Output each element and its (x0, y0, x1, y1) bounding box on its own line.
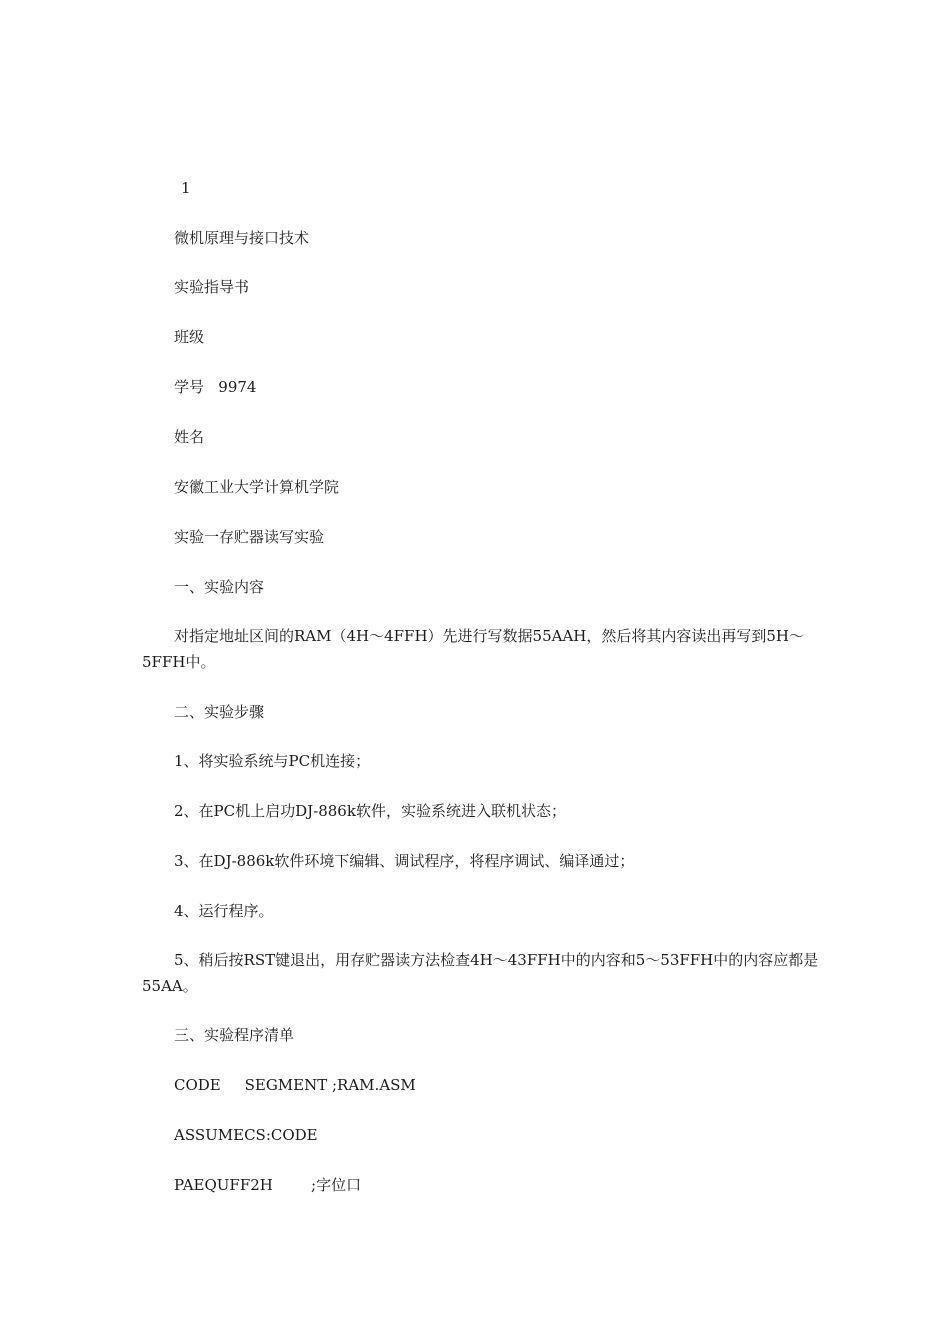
experiment-title: 实验一存贮器读写实验 (174, 528, 325, 546)
student-id-line: 学号 9974 (174, 378, 257, 396)
code-line: CODE SEGMENT ;RAM.ASM (174, 1076, 416, 1094)
step-item: 3、在DJ-886k软件环境下编辑、调试程序，将程序调试、编译通过； (174, 852, 635, 870)
name-label: 姓名 (174, 428, 205, 446)
code-line: PAEQUFF2H ;字位口 (174, 1176, 362, 1194)
course-title: 微机原理与接口技术 (174, 229, 310, 247)
section-content-paragraph: 对指定地址区间的RAM（4H～4FFH）先进行写数据55AAH，然后将其内容读出再写到5H～5FFH中。 (142, 627, 805, 671)
step-item: 2、在PC机上启功DJ-886k软件，实验系统进入联机状态； (174, 802, 566, 820)
school-name: 安徽工业大学计算机学院 (174, 478, 340, 496)
code-line: ASSUMECS:CODE (174, 1126, 318, 1144)
step-item: 5、稍后按RST键退出，用存贮器读方法检查4H～43FFH中的内容和5～53FFH中的内容应都是55AA。 (142, 951, 819, 995)
book-title: 实验指导书 (174, 278, 250, 296)
section-heading-content: 一、实验内容 (174, 578, 265, 596)
step-item: 1、将实验系统与PC机连接； (174, 752, 371, 770)
step-item: 4、运行程序。 (174, 902, 274, 920)
class-label: 班级 (174, 328, 205, 346)
section-heading-program: 三、实验程序清单 (174, 1026, 295, 1044)
section-heading-steps: 二、实验步骤 (174, 703, 265, 721)
page-number: 1 (181, 179, 191, 197)
